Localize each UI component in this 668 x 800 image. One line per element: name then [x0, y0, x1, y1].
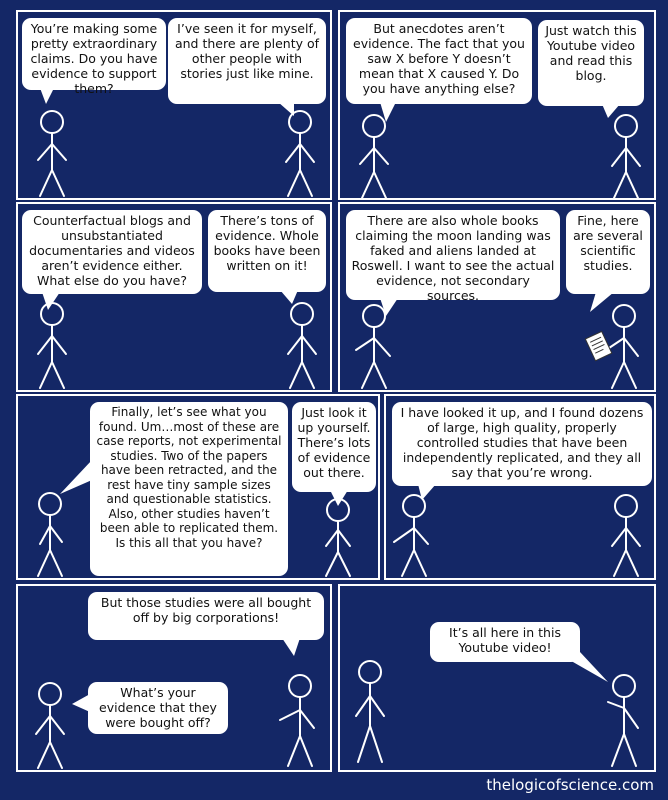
panel-7: [16, 584, 332, 772]
speech-tail: [18, 204, 332, 392]
speech-bubble: Fine, here are several scientific studies.: [566, 210, 650, 294]
speech-tail: [386, 396, 656, 580]
panel-6: [384, 394, 656, 580]
speech-bubble: Just look it up yourself. There’s lots of evidence out there.: [292, 402, 376, 492]
speech-bubble: What’s your evidence that they were bought off?: [88, 682, 228, 734]
speech-bubble: Finally, let’s see what you found. Um…most of these are case reports, not experimental studies. Two of the papers have been retracted, and the rest have tiny sample sizes and questionable statistics. Also, other studies haven’t been able to replicated them. Is this all that you have?: [90, 402, 288, 576]
speech-bubble: There are also whole books claiming the moon landing was faked and aliens landed at Roswell. I want to see the actual evidence, not secondary sources.: [346, 210, 560, 300]
speech-tail: [340, 12, 656, 200]
panel-4: [338, 202, 656, 392]
speech-bubble: I have looked it up, and I found dozens of large, high quality, properly controlled studies that have been independently replicated, and they all say that you’re wrong.: [392, 402, 652, 486]
speech-tail: [18, 586, 332, 772]
speech-bubble: It’s all here in this Youtube video!: [430, 622, 580, 662]
speech-tail: [340, 586, 656, 772]
panel-8: [338, 584, 656, 772]
panel-3: [16, 202, 332, 392]
speech-bubble: Counterfactual blogs and unsubstantiated documentaries and videos aren’t evidence either. What else do you have?: [22, 210, 202, 294]
panel-2: [338, 10, 656, 200]
speech-bubble: There’s tons of evidence. Whole books have been written on it!: [208, 210, 326, 292]
speech-bubble: I’ve seen it for myself, and there are plenty of other people with stories just like mine.: [168, 18, 326, 104]
website-credit: thelogicofscience.com: [486, 776, 654, 794]
stack-of-papers-icon: [584, 330, 614, 364]
speech-tail: [18, 12, 332, 200]
speech-bubble: But those studies were all bought off by big corporations!: [88, 592, 324, 640]
speech-tail: [18, 396, 380, 580]
speech-bubble: Just watch this Youtube video and read this blog.: [538, 20, 644, 106]
panel-1: [16, 10, 332, 200]
panel-5: [16, 394, 380, 580]
speech-bubble: You’re making some pretty extraordinary claims. Do you have evidence to support them?: [22, 18, 166, 90]
speech-bubble: But anecdotes aren’t evidence. The fact that you saw X before Y doesn’t mean that X caused Y. Do you have anything else?: [346, 18, 532, 104]
